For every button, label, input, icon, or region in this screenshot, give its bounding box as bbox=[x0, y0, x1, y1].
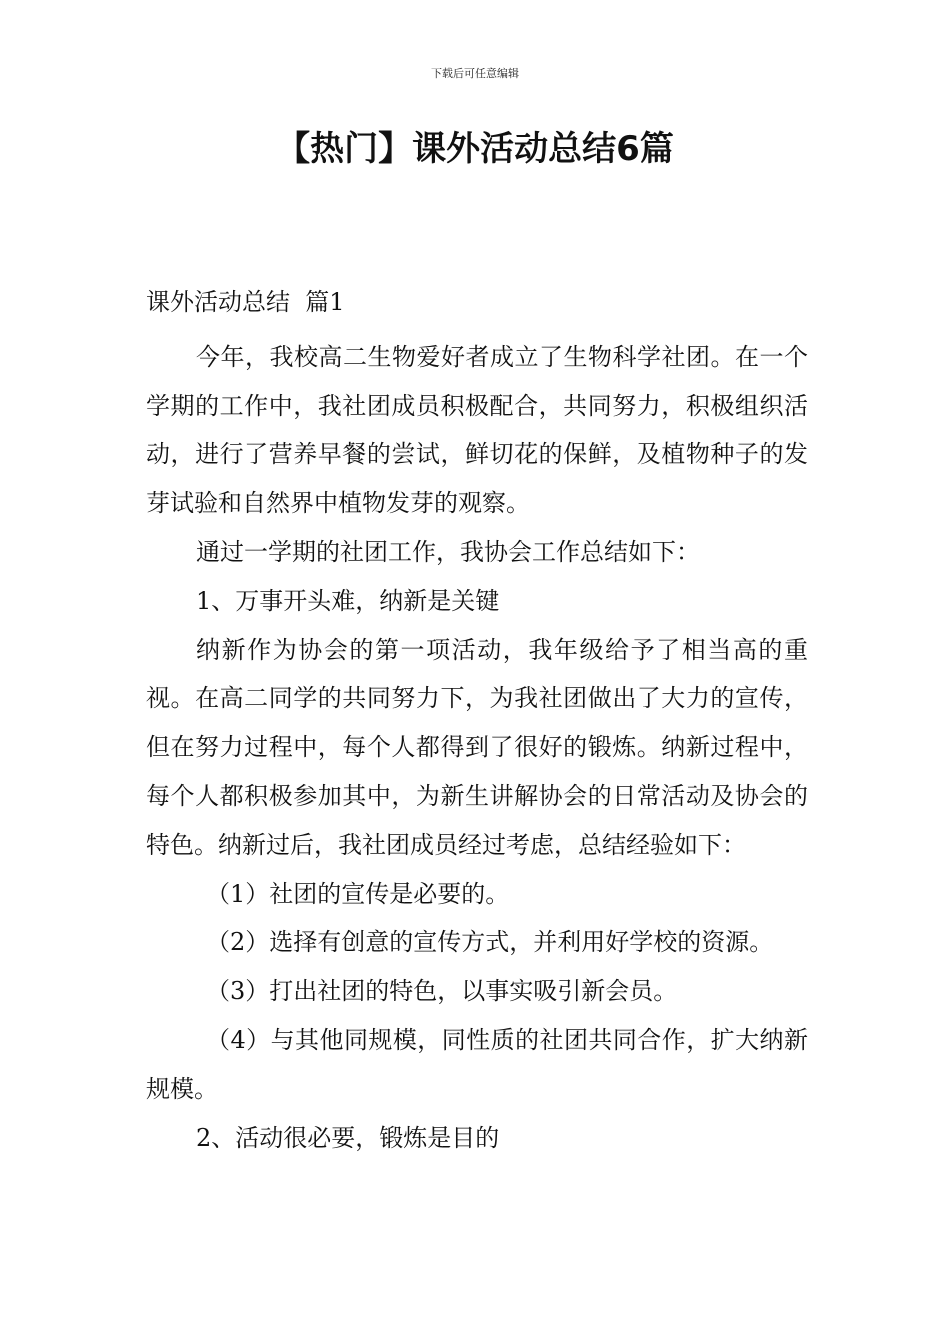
subheading-1: 1、万事开头难，纳新是关键 bbox=[196, 586, 500, 615]
list-item-4: （4）与其他同规模，同性质的社团共同合作，扩大纳新规模。 bbox=[146, 1025, 808, 1103]
subheading-2: 2、活动很必要，锻炼是目的 bbox=[196, 1123, 500, 1152]
document-title: 【热门】课外活动总结6篇 bbox=[276, 129, 674, 169]
list-item-2: （2）选择有创意的宣传方式，并利用好学校的资源。 bbox=[206, 928, 774, 957]
paragraph-intro: 今年，我校高二生物爱好者成立了生物科学社团。在一个学期的工作中，我社团成员积极配合，共同努力，积极组织活动，进行了营养早餐的尝试，鲜切花的保鲜，及植物种子的发芽试验和自然界中植物发芽的观察。 bbox=[146, 342, 808, 518]
section-heading: 课外活动总结 篇1 bbox=[146, 288, 345, 316]
document-body bbox=[146, 278, 808, 1162]
list-item-3: （3）打出社团的特色，以事实吸引新会员。 bbox=[206, 977, 678, 1006]
header-note: 下载后可任意编辑 bbox=[431, 67, 519, 80]
list-item-1: （1）社团的宣传是必要的。 bbox=[206, 879, 510, 908]
paragraph-recruitment: 纳新作为协会的第一项活动，我年级给予了相当高的重视。在高二同学的共同努力下，为我社团做出了大力的宣传，但在努力过程中，每个人都得到了很好的锻炼。纳新过程中，每个人都积极参加其中，为新生讲解协会的日常活动及协会的特色。纳新过后，我社团成员经过考虑，总结经验如下： bbox=[146, 635, 808, 859]
paragraph-summary-lead: 通过一学期的社团工作，我协会工作总结如下： bbox=[196, 537, 700, 566]
